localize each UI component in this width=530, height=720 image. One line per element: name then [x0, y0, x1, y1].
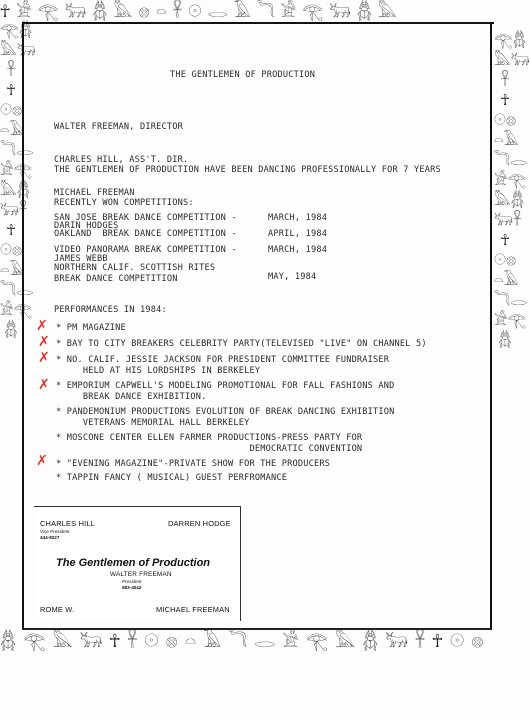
red-check-mark-icon: ✗	[38, 377, 50, 393]
red-check-mark-icon: ✗	[38, 334, 50, 350]
card-person-title: Vice President	[40, 529, 70, 534]
competition-name: SAN JOSE BREAK DANCE COMPETITION -	[54, 213, 237, 223]
competition-name: NORTHERN CALIF. SCOTTISH RITES BREAK DANCE COMPETITION	[54, 263, 216, 284]
performance-item: * PANDEMONIUM PRODUCTIONS EVOLUTION OF BREAK DANCING EXHIBITION VETERANS MEMORIAL HALL BERKELEY	[56, 407, 395, 428]
competition-name: OAKLAND BREAK DANCE COMPETITION -	[54, 229, 237, 239]
hieroglyph-border-top: ☥𓀀𓂀𓃒𓆣𓅓𓊖𓏏𓋹𓇳𓂋𓄿𓆓𓀀𓂀𓃒𓆣𓅓	[0, 2, 403, 22]
business-card	[34, 506, 241, 621]
red-check-mark-icon: ✗	[36, 318, 48, 334]
card-president-title: President	[122, 579, 142, 584]
frame-bottom-rule	[22, 628, 492, 630]
card-president-name: WALTER FREEMAN	[110, 571, 172, 578]
performance-item: * TAPPIN FANCY ( MUSICAL) GUEST PERFROMANCE	[56, 473, 288, 483]
competitions-heading: RECENTLY WON COMPETITIONS:	[54, 198, 194, 208]
competition-date: MARCH, 1984	[268, 245, 328, 255]
red-check-mark-icon: ✗	[36, 453, 48, 469]
hieroglyph-border-right: 𓂀𓆣𓅓𓃒𓋹☥𓇳𓊖𓏏𓄿𓆓𓂋𓀀𓂀𓅓𓆣𓃒𓋹☥𓇳𓊖𓏏𓄿𓆓𓂋𓀀𓂀𓆣	[494, 31, 530, 349]
card-president-phone: 583-4042	[122, 585, 142, 590]
performance-item: * MOSCONE CENTER ELLEN FARMER PRODUCTIONS-PRESS PARTY FOR DEMOCRATIC CONVENTION	[56, 433, 363, 454]
competition-date: MAY, 1984	[268, 272, 317, 282]
card-company-name: The Gentlemen of Production	[56, 557, 211, 569]
member-name: WALTER FREEMAN, DIRECTOR	[54, 122, 183, 132]
competition-name: VIDEO PANORAMA BREAK COMPETITION -	[54, 245, 237, 255]
competition-date: APRIL, 1984	[268, 229, 328, 239]
frame-right-rule	[490, 22, 492, 630]
card-person-name: MICHAEL FREEMAN	[156, 605, 230, 614]
card-person-name: CHARLES HILL	[40, 519, 95, 528]
red-check-mark-icon: ✗	[38, 350, 50, 366]
performance-item: * BAY TO CITY BREAKERS CELEBRITY PARTY(TELEVISED "LIVE" ON CHANNEL 5)	[56, 339, 427, 349]
member-name: DARIN HODGES	[54, 221, 119, 231]
document-title: THE GENTLEMEN OF PRODUCTION	[170, 70, 316, 80]
competition-date: MARCH, 1984	[268, 213, 328, 223]
card-person-name: DARREN HODGE	[168, 519, 231, 528]
performance-item: * "EVENING MAGAZINE"-PRIVATE SHOW FOR THE PRODUCERS	[56, 459, 331, 469]
member-name: CHARLES HILL, ASS'T. DIR.	[54, 155, 189, 165]
member-name: JAMES WEBB	[54, 254, 108, 264]
experience-statement: THE GENTLEMEN OF PRODUCTION HAVE BEEN DANCING PROFESSIONALLY FOR 7 YEARS	[54, 165, 441, 175]
performance-item: * EMPORIUM CAPWELL'S MODELING PROMOTIONAL FOR FALL FASHIONS AND BREAK DANCE EXHIBITION.	[56, 381, 395, 402]
performance-item: * NO. CALIF. JESSIE JACKSON FOR PRESIDENT COMMITTEE FUNDRAISER HELD AT HIS LORDSHIPS IN BERKELEY	[56, 355, 390, 376]
hieroglyph-border-left: 𓂀𓆣𓅓𓃒𓋹☥𓇳𓊖𓏏𓄿𓆓𓂋𓀀𓂀𓅓𓆣𓃒𓋹☥𓇳𓊖𓏏𓄿𓆓𓂋𓀀𓂀𓆣	[0, 21, 36, 339]
member-name: MICHAEL FREEMAN	[54, 188, 135, 198]
member-list	[54, 100, 188, 287]
performances-heading: PERFORMANCES IN 1984:	[54, 305, 167, 315]
hieroglyph-border-bottom: 𓆣𓂀𓅓𓃒☥𓋹𓇳𓊖𓏏𓄿𓆓𓂋𓀀𓂀𓅓𓆣𓃒𓋹☥𓇳𓊖	[0, 631, 491, 652]
card-person-phone: 444-8227	[40, 535, 60, 540]
card-person-name: ROME W.	[40, 605, 75, 614]
performance-item: * PM MAGAZINE	[56, 323, 126, 333]
